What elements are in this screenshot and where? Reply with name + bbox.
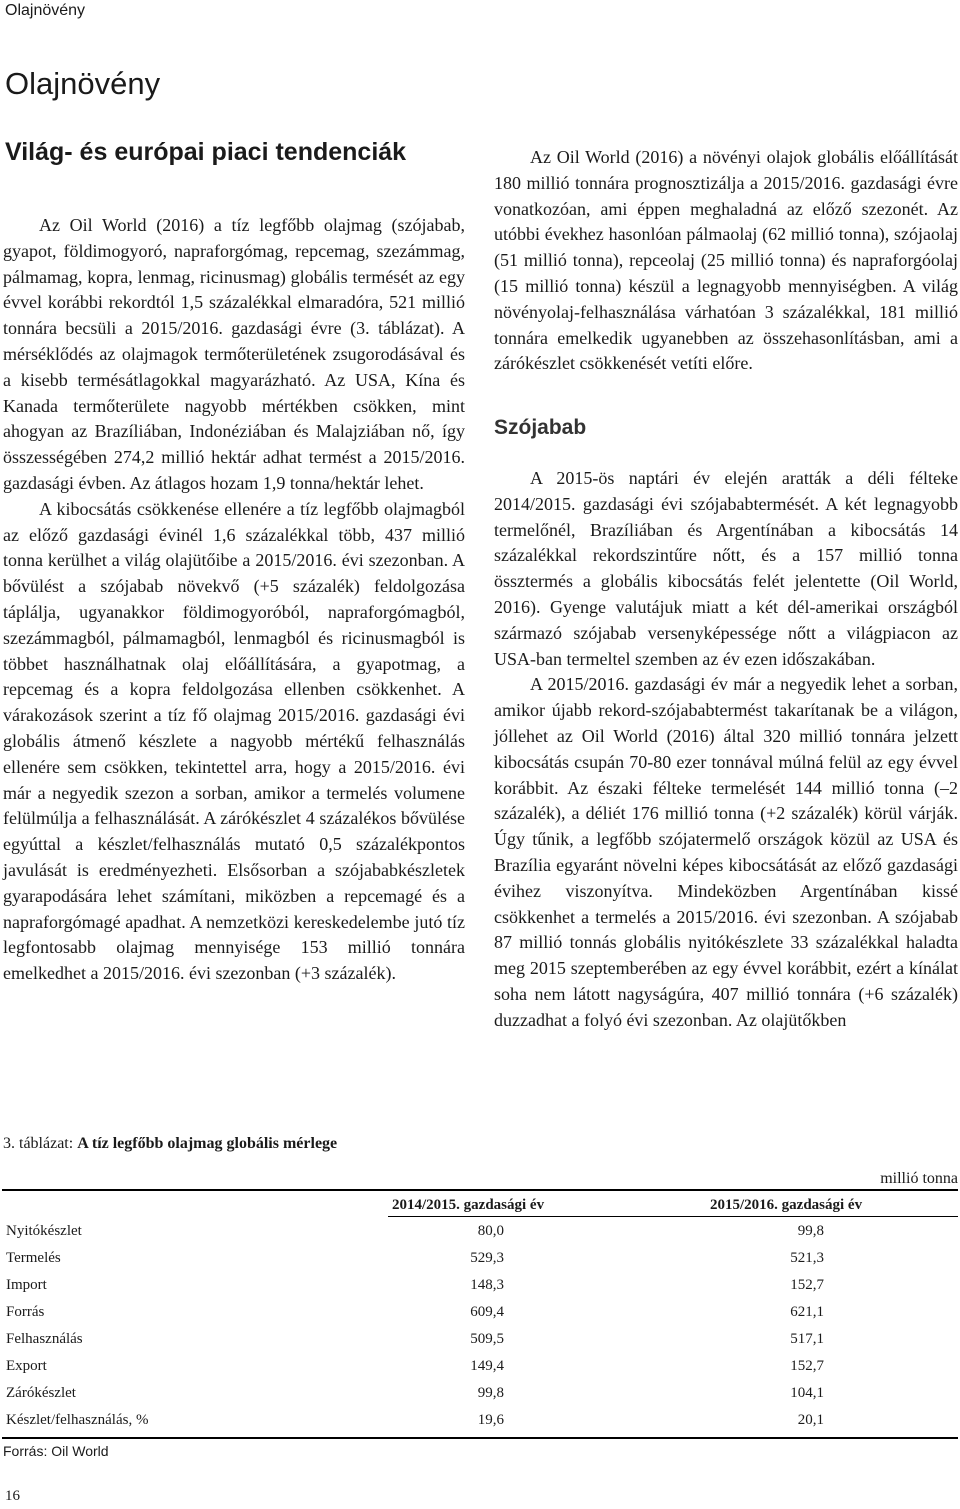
cell-2014-2015: 609,4 [470,1304,504,1320]
cell-2014-2015: 80,0 [477,1223,504,1239]
table-caption [3,1135,337,1153]
row-label: Termelés [6,1250,61,1266]
table-row [0,1223,960,1249]
table-top-rule [2,1189,958,1191]
table-source: Forrás: Oil World [3,1443,109,1459]
paragraph: Az Oil World (2016) a növényi olajok globális előállítását 180 millió tonnára prognosztizálja a 2015/2016. gazdasági évre vonatkozóan, ami éppen meghaladná az előző szezonét. Az utóbbi évekhez hasonlóan pálmaolaj (62 millió tonna), szójaolaj (51 millió tonna), repceolaj (25 millió tonna) és napraforgóolaj (15 millió tonna) készül a legnagyobb mennyiségben. A világ növényolaj-felhasználása várhatóan 3 százalékkal, 181 millió tonnára emelkedik ugyanebben az összehasonlításban, ami a zárókészlet csökkenését vetíti előre. [494,147,958,374]
cell-2015-2016: 152,7 [790,1277,824,1293]
table-row [0,1250,960,1276]
cell-2014-2015: 149,4 [470,1358,504,1374]
row-label: Import [6,1277,47,1293]
row-label: Készlet/felhasználás, % [6,1412,149,1428]
row-label: Forrás [6,1304,45,1320]
table-unit: millió tonna [880,1170,958,1187]
column-header: 2015/2016. gazdasági év [710,1197,863,1213]
table-bottom-rule [2,1437,958,1439]
left-column [3,213,465,987]
table-row [0,1358,960,1384]
table-row [0,1304,960,1330]
cell-2015-2016: 104,1 [790,1385,824,1401]
cell-2015-2016: 20,1 [797,1412,824,1428]
cell-2014-2015: 148,3 [470,1277,504,1293]
table-caption-title: A tíz legfőbb olajmag globális mérlege [77,1135,338,1152]
row-label: Zárókészlet [6,1385,76,1401]
page-number: 16 [5,1488,20,1504]
cell-2014-2015: 529,3 [470,1250,504,1266]
page-title: Olajnövény [5,66,161,101]
table-row [0,1412,960,1438]
table-header-rule [388,1216,958,1217]
paragraph: A 2015/2016. gazdasági év már a negyedik lehet a sorban, amikor újabb rekord-szójababtermést takarítanak be a világon, jóllehet az Oil World (2016) által 320 millió tonnára jelzett kibocsátás csupán 70-80 ezer tonnával múlná felül az egy évvel korábbit. Az északi félteke termelését 144 millió tonna (–2 százalék), a déliét 176 millió tonna (+2 százalék) körül várják. Úgy tűnik, a legfőbb szójatermelő országok közül az USA és Brazília egyaránt növelni képes kibocsátását az előző gazdasági évihez viszonyítva. Mindeközben Argentínában kissé csökkenhet a termelés a 2015/2016. évi szezonban. A szójabab 87 millió tonnás globális nyitókészlete 33 százalékkal haladta meg 2015 szeptemberében az egy évvel korábbit, ezért a kínálat soha nem látott nagyságúra, 407 millió tonnára (+6 százalék) duzzadhat a folyó évi szezonban. Az olajütőkben [494,674,958,1030]
table-caption-prefix: 3. táblázat: [3,1135,78,1152]
section-title: Világ- és európai piaci tendenciák [5,138,407,166]
subheading-szojabab: Szójabab [494,416,587,439]
cell-2015-2016: 99,8 [797,1223,824,1239]
table-row [0,1277,960,1303]
cell-2014-2015: 509,5 [470,1331,504,1347]
running-header: Olajnövény [5,2,86,19]
paragraph: A 2015-ös naptári év elején aratták a déli félteke 2014/2015. gazdasági évi szójababtermését. A két legnagyobb termelőnél, Brazíliában és Argentínában a kibocsátás 14 százalékkal rekordszintűre nőtt, és a 157 millió tonna össztermés a globális kibocsátás felét jelentette (Oil World, 2016). Gyenge valutájuk miatt a két dél-amerikai országból származó szójabab versenyképessége nőtt a világpiacon az USA-ban termeltel szemben az év ezen időszakában. [494,468,958,669]
paragraph: A kibocsátás csökkenése ellenére a tíz legfőbb olajmagból az előző gazdasági évinél 1,6 százalékkal több, 437 millió tonna kerülhet a világ olajütőibe a 2015/2016. évi szezonban. A bővülést a szójabab növekvő (+5 százalék) feldolgozása táplálja, ugyanakkor földimogyoróból, napraforgómagból, szezámmagból, pálmamagból, lenmagból és ricinusmagból is többet használhatnak olaj előállítására, a gyapotmag, a repcemag és a kopra feldolgozása ellenben csökkenhet. A várakozások szerint a tíz fő olajmag 2015/2016. gazdasági évi globális átmenő készlete a nagyobb mértékű felhasználás ellenére sem csökken, tekintettel arra, hogy a 2015/2016. évi már a negyedik szezon a sorban, amikor a termelés volumene felülmúlja a felhasználását. A zárókészlet 4 százalékos bővülése egyúttal a készlet/felhasználás mutató 0,5 százalékpontos javulását is eredményezheti. Elsősorban a szójababkészletek gyarapodására lehet számítani, miközben a repcemagé és a napraforgómagé apadhat. A nemzetközi kereskedelembe jutó tíz legfontosabb olajmag mennyisége 153 millió tonnára emelkedhet a 2015/2016. évi szezonban (+3 százalék). [3,498,465,984]
row-label: Nyitókészlet [6,1223,82,1239]
row-label: Felhasználás [6,1331,83,1347]
cell-2015-2016: 621,1 [790,1304,824,1320]
cell-2015-2016: 521,3 [790,1250,824,1266]
cell-2015-2016: 517,1 [790,1331,824,1347]
right-column-bottom [494,466,958,1034]
table-row [0,1331,960,1357]
right-column-top [494,145,958,377]
table-row [0,1385,960,1411]
cell-2015-2016: 152,7 [790,1358,824,1374]
paragraph: Az Oil World (2016) a tíz legfőbb olajmag (szójabab, gyapot, földimogyoró, napraforgómag, repcemag, szezámmag, pálmamag, kopra, lenmag, ricinusmag) globális termését az egy évvel korábbi rekordtól 1,5 százalékkal elmaradóra, 521 millió tonnára becsüli a 2015/2016. gazdasági évre (3. táblázat). A mérséklődés az olajmagok termőterületének zsugorodásával és a kisebb termésátlagokkal magyarázható. Az USA, Kína és Kanada termőterülete nagyobb mértékben csökken, mint ahogyan az Brazíliában, Indonéziában és Malajziában nő, így összességében 274,2 millió hektár adhat termést a 2015/2016. gazdasági évben. Az átlagos hozam 1,9 tonna/hektár lehet. [3,215,465,493]
cell-2014-2015: 99,8 [477,1385,504,1401]
cell-2014-2015: 19,6 [477,1412,504,1428]
row-label: Export [6,1358,47,1374]
column-header: 2014/2015. gazdasági év [392,1197,545,1213]
